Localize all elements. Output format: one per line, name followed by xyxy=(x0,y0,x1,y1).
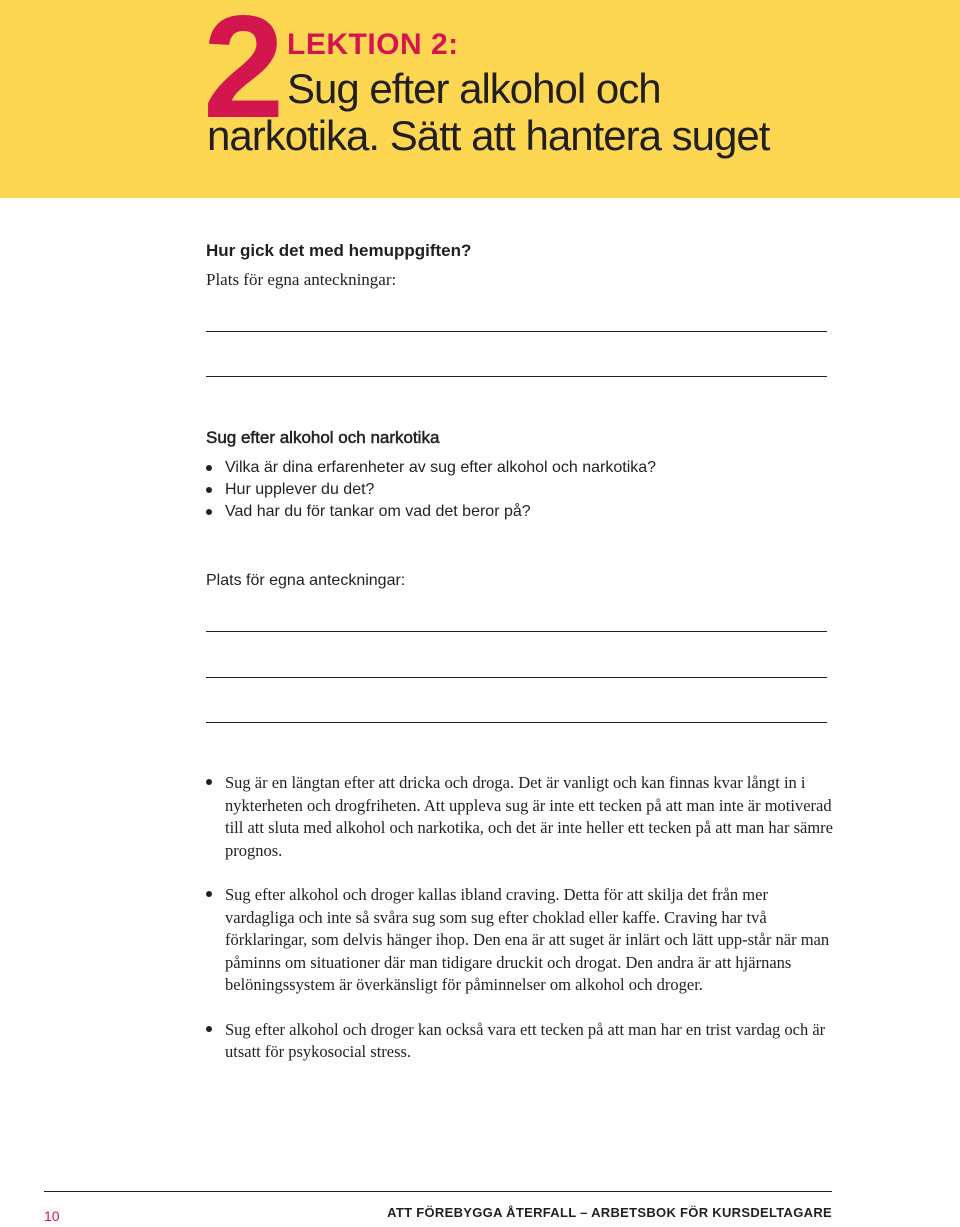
list-item xyxy=(206,772,836,862)
craving-note-line-1[interactable] xyxy=(206,631,827,632)
lesson-title-line-2: narkotika. Sätt att hantera suget xyxy=(207,112,770,159)
list-item xyxy=(206,458,832,478)
list-item xyxy=(206,502,832,522)
craving-explanation-list xyxy=(206,772,836,1064)
footer-divider xyxy=(44,1191,832,1192)
book-title: ATT FÖREBYGGA ÅTERFALL – ARBETSBOK FÖR KURSDELTAGARE xyxy=(387,1205,832,1220)
lesson-number: 2 xyxy=(203,0,281,148)
bullet-icon xyxy=(206,465,212,471)
homework-notes-label: Plats för egna anteckningar: xyxy=(206,270,397,289)
craving-notes-label: Plats för egna anteckningar: xyxy=(206,572,406,589)
question-text: Hur upplever du det? xyxy=(225,481,375,498)
lesson-label: LEKTION 2: xyxy=(287,28,459,61)
lesson-title-line-1: Sug efter alkohol och xyxy=(287,65,661,112)
lesson-header xyxy=(0,0,960,198)
homework-note-line-2[interactable] xyxy=(206,376,827,377)
bullet-icon xyxy=(206,779,212,785)
craving-section-heading: Sug efter alkohol och narkotika xyxy=(206,428,440,447)
page-number: 10 xyxy=(44,1208,60,1224)
homework-note-line-1[interactable] xyxy=(206,331,827,332)
craving-questions-list xyxy=(206,458,832,522)
homework-heading: Hur gick det med hemuppgiften? xyxy=(206,241,472,260)
question-text: Vad har du för tankar om vad det beror på? xyxy=(225,503,531,520)
craving-note-line-3[interactable] xyxy=(206,722,827,723)
paragraph-text: Sug efter alkohol och droger kallas ibland craving. Detta för att skilja det från mer vardagliga och inte så svåra sug som sug efter choklad eller kaffe. Craving har två förklaringar, som delvis hänger ihop. Den ena är att suget är inlärt och lätt upp-står när man påminns om situationer där man tidigare druckit och drogat. Den andra är att hjärnans belöningssystem är överkänsligt för påminnelser om alkohol och droger. xyxy=(225,885,830,994)
paragraph-text: Sug efter alkohol och droger kan också vara ett tecken på att man har en trist vardag och är utsatt för psykosocial stress. xyxy=(225,1019,826,1061)
list-item xyxy=(206,480,832,500)
paragraph-text: Sug är en längtan efter att dricka och droga. Det är vanligt och kan finnas kvar långt in i nykterheten och drogfriheten. Att uppleva sug är inte ett tecken på att man inte är motiverad till att sluta med alkohol och narkotika, och det är inte heller ett tecken på att man har sämre prognos. xyxy=(225,773,833,860)
list-item xyxy=(206,1019,836,1064)
list-item xyxy=(206,884,836,997)
craving-note-line-2[interactable] xyxy=(206,677,827,678)
question-text: Vilka är dina erfarenheter av sug efter alkohol och narkotika? xyxy=(225,459,657,476)
bullet-icon xyxy=(206,509,212,515)
bullet-icon xyxy=(206,487,212,493)
bullet-icon xyxy=(206,1026,212,1032)
bullet-icon xyxy=(206,891,212,897)
